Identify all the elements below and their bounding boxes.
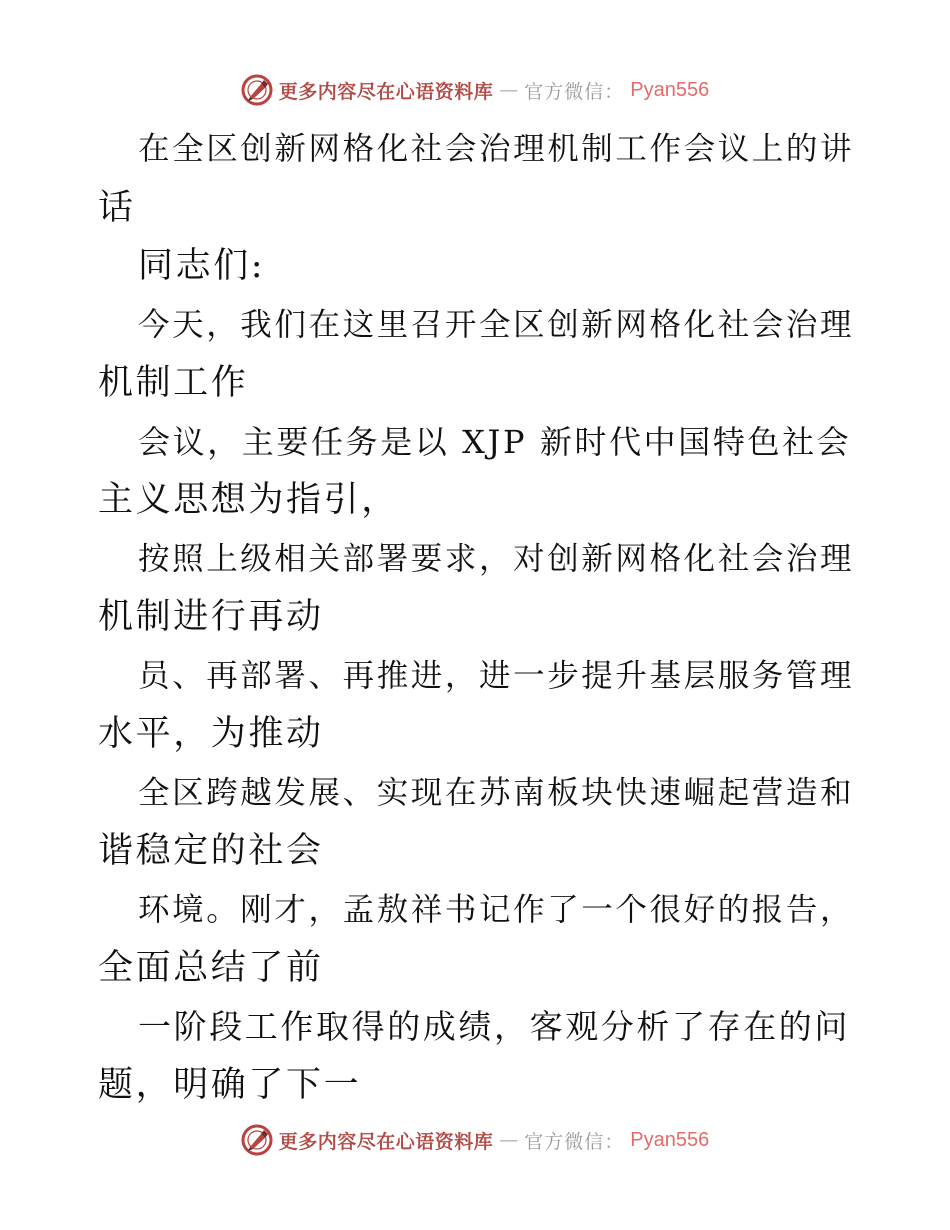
paragraph-line: 主义思想为指引， — [98, 480, 399, 520]
paragraph-line: 机制工作 — [98, 363, 249, 403]
title-line-1: 在全区创新网格化社会治理机制工作会议上的讲 — [138, 131, 855, 167]
paragraph-line: 会议，主要任务是以 XJP 新时代中国特色社会 — [138, 422, 852, 461]
paragraph-line: 今天，我们在这里召开全区创新网格化社会治理 — [138, 306, 855, 343]
pen-logo-icon — [241, 1124, 273, 1156]
paragraph-line: 题，明确了下一 — [98, 1065, 362, 1105]
salutation: 同志们: — [138, 246, 266, 286]
footer-banner — [0, 1120, 950, 1160]
header-dash: — — [499, 79, 519, 101]
paragraph-line: 全区跨越发展、实现在苏南板块快速崛起营造和 — [138, 774, 855, 811]
footer-wechat-label: 官方微信： — [524, 1130, 625, 1153]
footer-brand-text: 更多内容尽在心语资料库 — [278, 1130, 494, 1153]
paragraph-line: 环境。刚才，孟敖祥书记作了一个很好的报告， — [138, 891, 855, 928]
footer-dash: — — [499, 1129, 519, 1151]
document-body — [98, 120, 858, 1115]
footer-wechat-id: Pyan556 — [630, 1128, 710, 1151]
paragraph-line: 员、再部署、再推进，进一步提升基层服务管理 — [138, 657, 855, 694]
title-line-2: 话 — [98, 187, 136, 228]
paragraph-line: 一阶段工作取得的成绩，客观分析了存在的问 — [138, 1006, 850, 1046]
paragraph-line: 水平，为推动 — [98, 714, 324, 754]
paragraph-line: 谐稳定的社会 — [98, 831, 324, 871]
header-brand-text: 更多内容尽在心语资料库 — [278, 80, 494, 103]
header-banner — [0, 70, 950, 110]
pen-logo-icon — [241, 74, 273, 106]
paragraph-line: 按照上级相关部署要求，对创新网格化社会治理 — [138, 540, 855, 577]
paragraph-line: 全面总结了前 — [98, 948, 324, 988]
header-wechat-id: Pyan556 — [630, 78, 710, 101]
header-wechat-label: 官方微信： — [524, 80, 625, 103]
paragraph-line: 机制进行再动 — [98, 597, 324, 637]
